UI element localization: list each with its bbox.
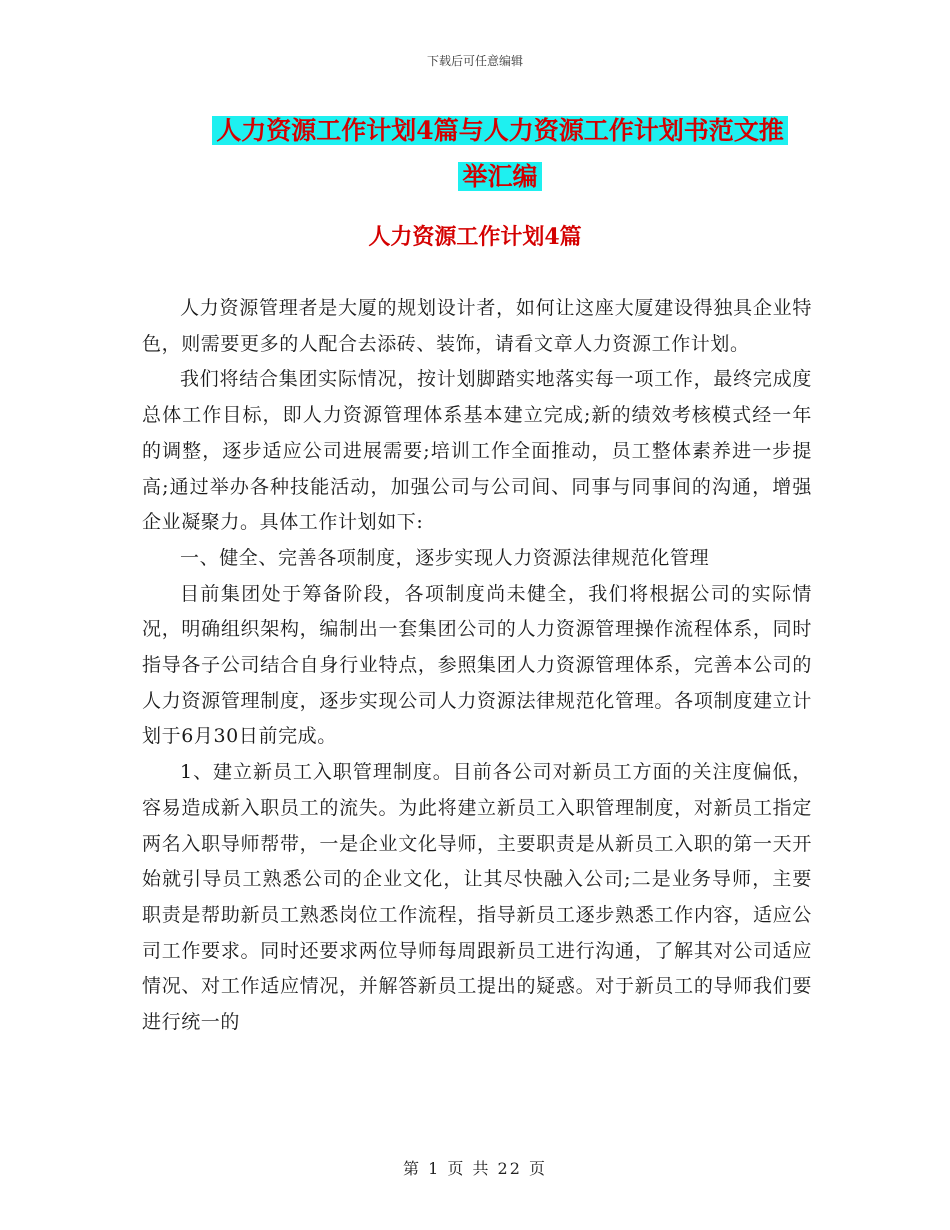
paragraph-plan-overview: 我们将结合集团实际情况，按计划脚踏实地落实每一项工作，最终完成度总体工作目标，即人力资源管理体系基本建立完成;新的绩效考核模式经一年的调整，逐步适应公司进展需要;培训工作全面推动，员工整体素养进一步提高;通过举办各种技能活动，加强公司与公司间、同事与同事间的沟通，增强企业凝聚力。具体工作计划如下: <box>142 368 812 534</box>
document-title-line-1: 人力资源工作计划4篇与人力资源工作计划书范文推 <box>212 116 787 145</box>
paragraph-new-employee: 1、建立新员工入职管理制度。目前各公司对新员工方面的关注度偏低，容易造成新入职员工的流失。为此将建立新员工入职管理制度，对新员工指定两名入职导师帮带，一是企业文化导师，主要职责是从新员工入职的第一天开始就引导员工熟悉公司的企业文化，让其尽快融入公司;二是业务导师，主要职责是帮助新员工熟悉岗位工作流程，指导新员工逐步熟悉工作内容，适应公司工作要求。同时还要求两位导师每周跟新员工进行沟通，了解其对公司适应情况、对工作适应情况，并解答新员工提出的疑惑。对于新员工的导师我们要进行统一的 <box>142 761 812 1034</box>
document-title-line-2: 举汇编 <box>458 162 541 191</box>
body-text <box>142 291 812 1041</box>
paragraph-system-building: 目前集团处于筹备阶段，各项制度尚未健全，我们将根据公司的实际情况，明确组织架构，编制出一套集团公司的人力资源管理操作流程体系，同时指导各子公司结合自身行业特点，参照集团人力资源管理体系，完善本公司的人力资源管理制度，逐步实现公司人力资源法律规范化管理。各项制度建立计划于6月30日前完成。 <box>142 582 812 748</box>
paragraph-heading-one: 一、健全、完善各项制度，逐步实现人力资源法律规范化管理 <box>180 546 710 569</box>
paragraph-intro: 人力资源管理者是大厦的规划设计者，如何让这座大厦建设得独具企业特色，则需要更多的人配合去添砖、装饰，请看文章人力资源工作计划。 <box>142 297 812 355</box>
page-header-note: 下载后可任意编辑 <box>426 54 523 68</box>
page-number: 第 1 页 共 22 页 <box>403 1159 547 1178</box>
section-title: 人力资源工作计划4篇 <box>368 224 582 250</box>
document-title <box>140 108 860 200</box>
